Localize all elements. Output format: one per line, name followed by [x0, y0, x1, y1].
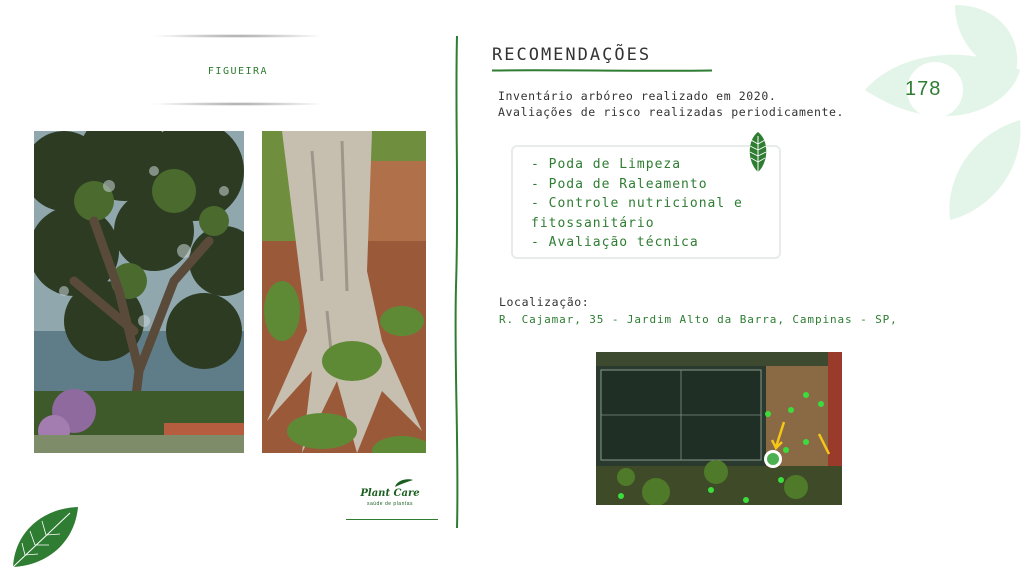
logo-tagline: saúde de plantas [366, 501, 414, 507]
recommendations-title: RECOMENDAÇÕES [492, 45, 652, 65]
inventory-description: Inventário arbóreo realizado em 2020. Avaliações de risco realizadas periodicamente. [498, 89, 845, 119]
aerial-map [596, 352, 842, 505]
action-item: - Poda de Raleamento [531, 176, 708, 192]
actions-list [513, 147, 779, 253]
logo-underline [346, 519, 438, 520]
location-label: Localização: [499, 295, 590, 309]
tree-trunk-photo [262, 131, 426, 453]
vertical-divider [452, 36, 462, 528]
logo-name: Plant Care [360, 488, 420, 499]
map-pin-icon [764, 450, 782, 468]
action-item: - Controle nutricional e fitossanitário [531, 196, 743, 231]
page-number: 178 [905, 78, 942, 100]
decor-leaves-icon [860, 0, 1024, 230]
species-name: FIGUEIRA [207, 66, 269, 77]
actions-box [511, 145, 781, 259]
action-item: - Avaliação técnica [531, 235, 699, 250]
frame-shadow-top [150, 34, 326, 38]
location-address: R. Cajamar, 35 - Jardim Alto da Barra, Campinas - SP, [499, 313, 898, 326]
title-underline [492, 69, 712, 72]
action-item: - Poda de Limpeza [531, 157, 682, 172]
leaf-decor-icon [10, 505, 80, 570]
frame-shadow-bottom [150, 102, 326, 106]
leaf-icon [747, 132, 769, 174]
species-label-frame [150, 28, 326, 112]
tree-canopy-photo [34, 131, 244, 453]
